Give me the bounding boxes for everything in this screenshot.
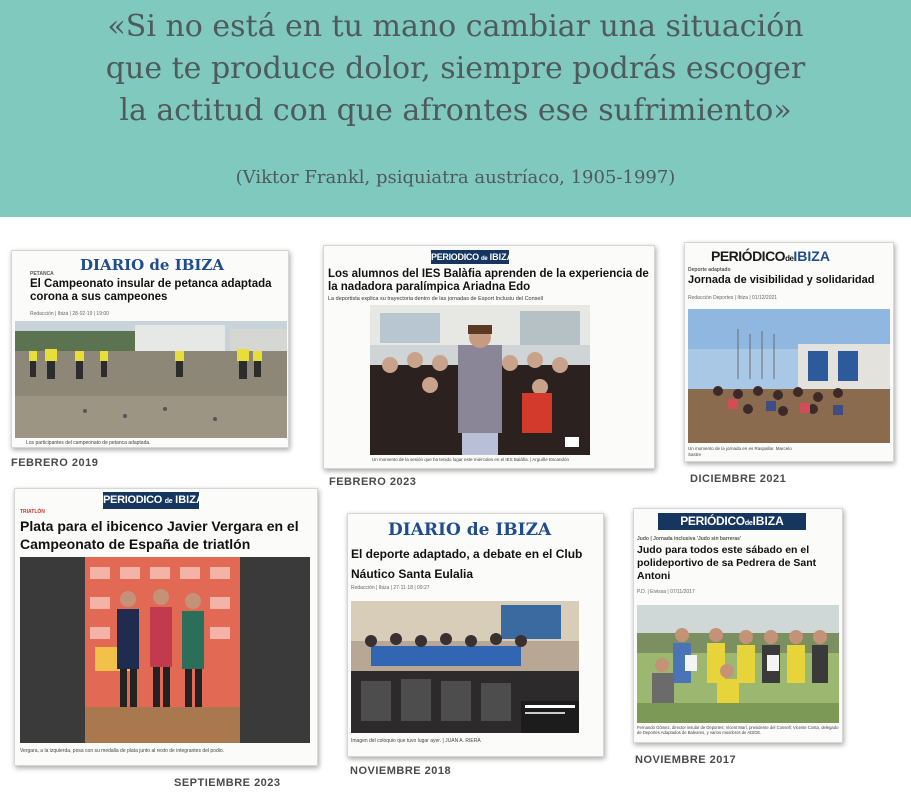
subheadline: La deportista explica su trayectoria dentro de las jornadas de Esport Inclusiu del Consell [328, 296, 543, 302]
photo-caption: Un momento de la sesión que ha tenido lugar este miércoles en el IES Balàfia. | Arguiñe Escandón [372, 457, 570, 462]
date-label: FEBRERO 2019 [11, 457, 99, 469]
kicker: Deporte adaptado [688, 267, 731, 273]
kicker: TRIATLÓN [20, 509, 45, 515]
logo-de-word: de [164, 498, 173, 505]
date-label: NOVIEMBRE 2017 [635, 754, 737, 766]
headline: El deporte adaptado, a debate en el Club Náutico Santa Eulalia [351, 547, 583, 581]
byline: Redacción | Ibiza | 27·11·18 | 09:27 [351, 585, 430, 591]
logo-periodico-word: PERIÓDICO [711, 248, 786, 264]
headline: Jornada de visibilidad y solidaridad [688, 274, 875, 286]
diario-logo: DIARIO de IBIZA [80, 256, 224, 274]
quote-text [60, 6, 851, 132]
photo-triatlon [20, 557, 310, 743]
diario-logo: DIARIO de IBIZA [388, 520, 552, 540]
date-label: FEBRERO 2023 [329, 476, 417, 488]
logo-periodico-word: PERIÓDICO [680, 514, 745, 528]
photo-judo [637, 605, 839, 723]
logo-ibiza-word: IBIZA [489, 252, 514, 262]
headline: Plata para el ibicenco Javier Vergara en el Campeonato de España de triatlón [20, 518, 299, 552]
periodico-logo [431, 250, 514, 264]
byline: Redacción | Ibiza | 28·02·19 | 19:00 [30, 311, 109, 317]
clipping-club-nautico [347, 513, 604, 757]
quote-line-1: «Si no está en tu mano cambiar una situación [107, 9, 804, 44]
photo-petanca [15, 321, 287, 438]
logo-ibiza-word: IBIZA [175, 494, 204, 506]
kicker: PETANCA [30, 271, 54, 277]
logo-de-word: de [744, 520, 753, 527]
date-label: NOVIEMBRE 2018 [350, 765, 452, 777]
clipping-petanca [11, 250, 289, 448]
periodico-logo [658, 513, 806, 530]
logo-periodico-word: PERIODICO [103, 494, 163, 506]
kicker: Judo | Jornada inclusiva 'Judo sin barreras' [637, 536, 742, 542]
clipping-jornada-visibilidad [684, 242, 894, 462]
byline: Redacción Deportes | Ibiza | 01/12/2021 [688, 295, 778, 301]
quote-banner [0, 0, 911, 217]
quote-author: (Viktor Frankl, psiquiatra austríaco, 1905-1997) [235, 167, 676, 188]
logo-de-word: de [785, 254, 794, 263]
headline: Judo para todos este sábado en el polideportivo de sa Pedrera de Sant Antoni [637, 544, 817, 582]
periodico-logo [711, 248, 830, 264]
date-label: SEPTIEMBRE 2023 [174, 777, 281, 789]
headline: Los alumnos del IES Balàfia aprenden de la experiencia de la nadadora paralímpica Ariadna Edo [328, 268, 649, 294]
photo-caption: Los participantes del campeonato de petanca adaptada. [26, 440, 151, 446]
photo-caption: Fernando Gómez, director insular de Deportes; Vicent Marí, presidente del Consell; Vicente Costa, delegado de Deportes Adaptados de Baleares, y varios miembros de ADIDE. [637, 725, 839, 736]
logo-ibiza-word: IBIZA [793, 248, 830, 264]
logo-ibiza-word: IBIZA [752, 514, 784, 528]
photo-jornada [688, 309, 890, 443]
photo-club-nautico [351, 601, 579, 733]
photo-caption: Vergara, a la izquierda, posa con su medalla de plata junto al resto de integrantes del podio. [20, 748, 225, 754]
logo-periodico-word: PERIODICO [431, 252, 479, 262]
clipping-judo [633, 508, 843, 743]
periodico-logo [103, 492, 204, 509]
headline: El Campeonato insular de petanca adaptada corona a sus campeones [30, 278, 272, 304]
quote-line-2: que te produce dolor, siempre podrás escoger [105, 51, 806, 86]
photo-caption: Imagen del coloquio que tuvo lugar ayer. | JUAN A. RIERA [351, 738, 481, 744]
photo-ies-balafia [370, 305, 590, 455]
quote-line-3: la actitud con que afrontes ese sufrimiento» [119, 93, 792, 128]
date-label: DICIEMBRE 2021 [690, 473, 787, 485]
logo-de-word: de [481, 256, 488, 262]
photo-caption: Un momento de la jornada en es Raspallar. Marcelo Sastre [688, 446, 792, 457]
clipping-ies-balafia [323, 245, 655, 469]
byline: P.D. | Eivissa | 07/11/2017 [637, 589, 695, 595]
clipping-triatlon [14, 488, 318, 766]
